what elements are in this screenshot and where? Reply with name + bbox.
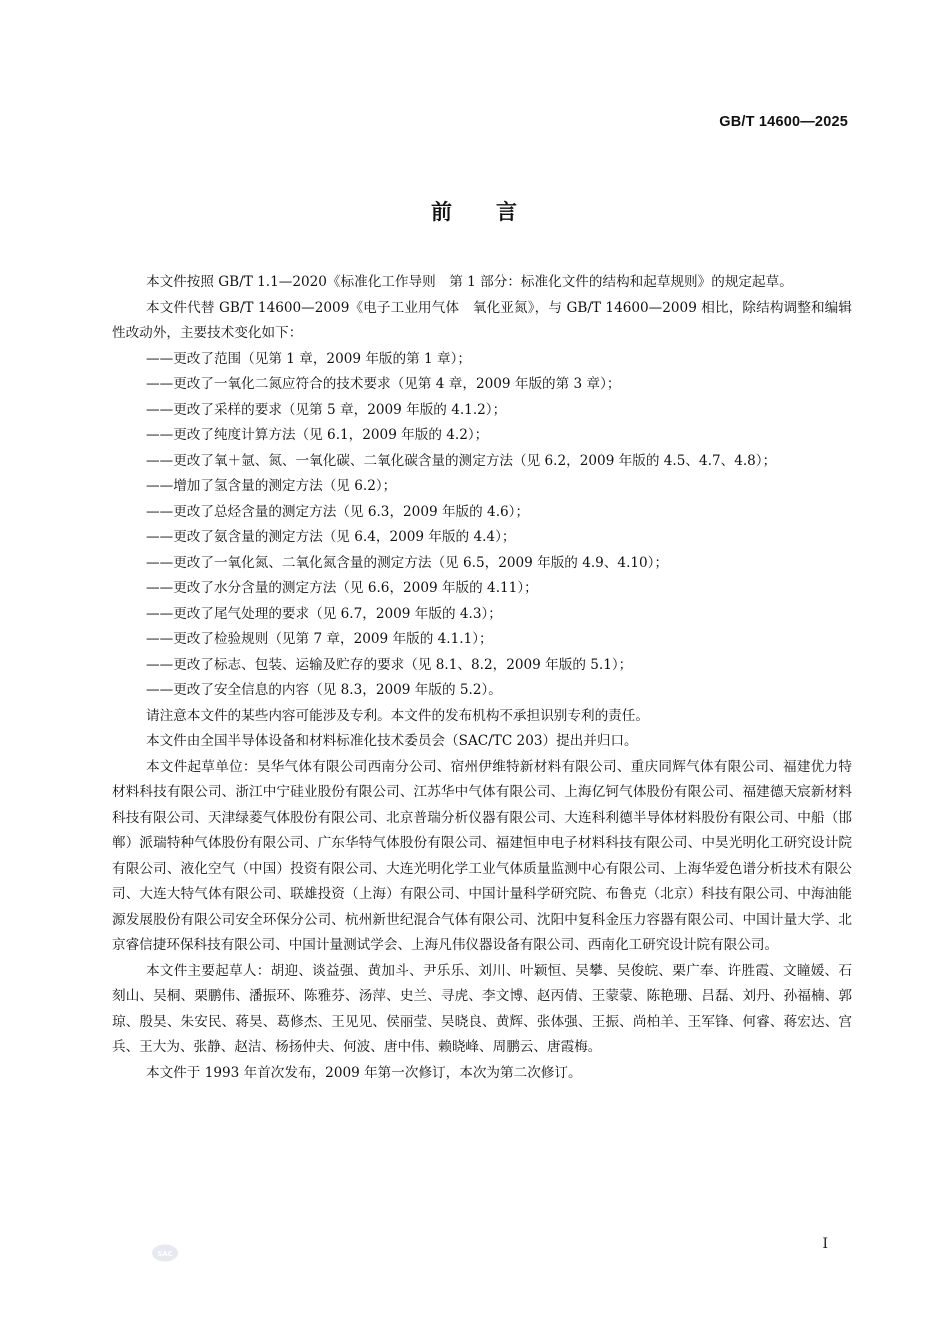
change-item: ——更改了纯度计算方法（见 6.1，2009 年版的 4.2）； [146, 427, 489, 443]
change-item: ——更改了一氧化氮、二氧化氮含量的测定方法（见 6.5，2009 年版的 4.9、4.10）； [146, 554, 669, 571]
preface-body [112, 270, 852, 1086]
page-title [0, 196, 950, 226]
change-item: ——更改了尾气处理的要求（见 6.7，2009 年版的 4.3）； [146, 605, 502, 622]
change-item: ——更改了氧＋氩、氮、一氧化碳、二氧化碳含量的测定方法（见 6.2，2009 年版的 4.5、4.7、4.8）； [146, 452, 777, 469]
sac-logo-icon [151, 1243, 179, 1263]
page-number: I [822, 1236, 828, 1252]
change-item: ——更改了氨含量的测定方法（见 6.4，2009 年版的 4.4）； [146, 529, 516, 545]
change-item: ——增加了氢含量的测定方法（见 6.2）； [146, 478, 397, 494]
paragraph-history: 本文件于 1993 年首次发布，2009 年第一次修订，本次为第二次修订。 [146, 1064, 582, 1081]
page-title-char-1: 前 [431, 200, 454, 224]
change-item: ——更改了总烃含量的测定方法（见 6.3，2009 年版的 4.6）； [146, 503, 530, 520]
paragraph-proposer: 本文件由全国半导体设备和材料标准化技术委员会（SAC/TC 203）提出并归口。 [146, 733, 638, 749]
change-item: ——更改了标志、包装、运输及贮存的要求（见 8.1、8.2，2009 年版的 5.1）； [146, 656, 633, 673]
paragraph-drafting-rules: 本文件按照 GB/T 1.1—2020《标准化工作导则 第 1 部分：标准化文件的结构和起草规则》的规定起草。 [146, 274, 793, 290]
change-item: ——更改了水分含量的测定方法（见 6.6，2009 年版的 4.11）； [146, 580, 538, 596]
change-item: ——更改了范围（见第 1 章，2009 年版的第 1 章）； [146, 350, 471, 367]
document-number: GB/T 14600—2025 [719, 114, 848, 130]
change-item: ——更改了安全信息的内容（见 8.3，2009 年版的 5.2）。 [146, 682, 502, 698]
paragraph-drafters: 本文件主要起草人：胡迎、谈益强、黄加斗、尹乐乐、刘川、叶颖恒、吴攀、吴俊皖、栗广奉、许胜霞、文瞳媛、石刻山、吴桐、栗鹏伟、潘振环、陈雅芬、汤萍、史兰、寻虎、李文博、赵丙倩、王蒙蒙、陈艳珊、吕磊、刘丹、孙福楠、郭琼、殷昊、朱安民、蒋昊、葛修杰、王见见、侯丽莹、吴晓良、黄辉、张体强、王振、尚柏羊、王军锋、何睿、蒋宏达、宫兵、王大为、张静、赵洁、杨扬仲夫、何波、唐中伟、赖晓峰、周鹏云、唐霞梅。 [112, 962, 852, 1055]
paragraph-replacement: 本文件代替 GB/T 14600—2009《电子工业用气体 氧化亚氮》，与 GB/T 14600—2009 相比，除结构调整和编辑性改动外，主要技术变化如下： [112, 299, 852, 341]
change-item: ——更改了检验规则（见第 7 章，2009 年版的 4.1.1）； [146, 631, 493, 647]
paragraph-patent-notice: 请注意本文件的某些内容可能涉及专利。本文件的发布机构不承担识别专利的责任。 [146, 707, 649, 724]
change-item: ——更改了一氧化二氮应符合的技术要求（见第 4 章，2009 年版的第 3 章）； [146, 376, 621, 392]
paragraph-drafting-units: 本文件起草单位：昊华气体有限公司西南分公司、宿州伊维特新材料有限公司、重庆同辉气体有限公司、福建优力特材料科技有限公司、浙江中宁硅业股份有限公司、江苏华中气体有限公司、上海亿钶气体股份有限公司、福建德天宸新材料科技有限公司、天津绿菱气体股份有限公司、北京普瑞分析仪器有限公司、大连科利德半导体材料股份有限公司、中船（邯郸）派瑞特种气体股份有限公司、广东华特气体股份有限公司、福建恒申电子材料科技有限公司、中昊光明化工研究设计院有限公司、液化空气（中国）投资有限公司、大连光明化学工业气体质量监测中心有限公司、上海华爱色谱分析技术有限公司、大连大特气体有限公司、联雄投资（上海）有限公司、中国计量科学研究院、布鲁克（北京）科技有限公司、中海油能源发展股份有限公司安全环保分公司、杭州新世纪混合气体有限公司、沈阳中复科金压力容器有限公司、中国计量大学、北京睿信捷环保科技有限公司、中国计量测试学会、上海凡伟仪器设备有限公司、西南化工研究设计院有限公司。 [112, 758, 852, 953]
change-item: ——更改了采样的要求（见第 5 章，2009 年版的 4.1.2）； [146, 401, 507, 418]
svg-text:SAC: SAC [157, 1250, 173, 1258]
page-title-char-2: 言 [496, 200, 519, 224]
